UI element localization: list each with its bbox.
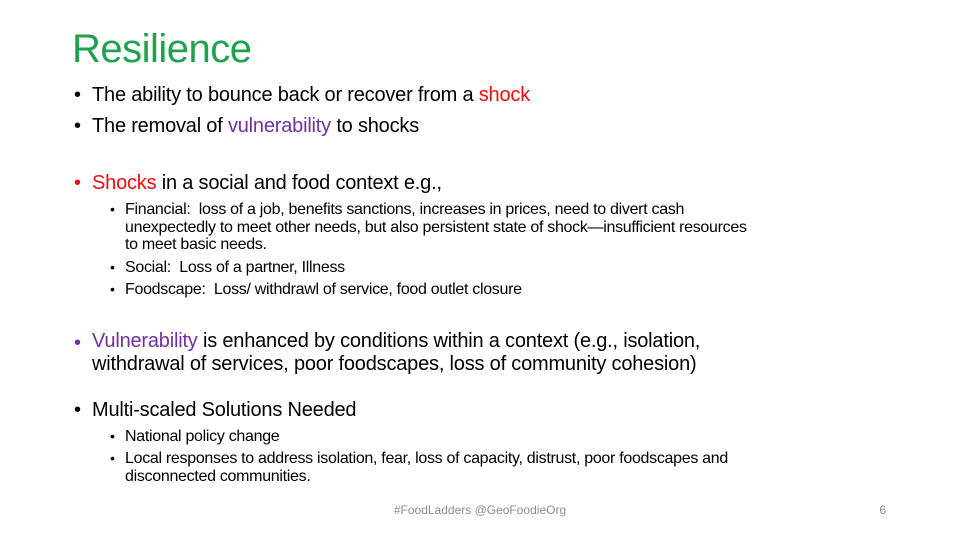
bullet-text xyxy=(92,330,940,376)
bullet-item xyxy=(72,82,940,108)
bullet-marker: • xyxy=(74,398,82,421)
spacer xyxy=(72,304,940,330)
plain-text: National policy change xyxy=(125,427,280,445)
bullet-marker: • xyxy=(110,450,115,466)
text-line xyxy=(92,82,940,108)
plain-text: Multi-scaled Solutions Needed xyxy=(92,398,357,421)
footer xyxy=(0,503,960,521)
text-line xyxy=(92,113,940,139)
bullet-text xyxy=(125,259,940,277)
text-line xyxy=(125,450,940,468)
plain-text: Social: Loss of a partner, Illness xyxy=(125,258,345,276)
plain-text: to meet basic needs. xyxy=(125,236,267,253)
plain-text: to shocks xyxy=(330,115,420,137)
text-line xyxy=(125,201,940,219)
bullet-item xyxy=(110,428,940,446)
bullet-marker: • xyxy=(74,172,82,194)
bullet-item xyxy=(72,170,940,196)
bullet-marker: • xyxy=(74,331,82,354)
bullet-marker: • xyxy=(74,84,82,106)
bullet-marker: • xyxy=(110,281,115,297)
bullet-text xyxy=(125,450,940,485)
bullet-list xyxy=(72,82,940,485)
bullet-text xyxy=(92,397,940,423)
highlighted-text: Vulnerability xyxy=(92,329,198,352)
bullet-item xyxy=(110,281,940,299)
plain-text: The removal of xyxy=(92,115,228,137)
slide-title: Resilience xyxy=(72,27,252,71)
page-number: 6 xyxy=(879,503,886,517)
bullet-text xyxy=(92,82,940,108)
bullet-text xyxy=(125,281,940,299)
text-line xyxy=(92,330,940,353)
highlighted-text: shock xyxy=(478,84,530,106)
highlighted-text: Shocks xyxy=(92,172,157,194)
plain-text: withdrawal of services, poor foodscapes, loss of community cohesion) xyxy=(92,352,697,375)
plain-text: disconnected communities. xyxy=(125,467,311,485)
text-line xyxy=(125,236,940,254)
bullet-marker: • xyxy=(74,115,82,137)
plain-text: Local responses to address isolation, fear, loss of capacity, distrust, poor foodscapes and xyxy=(125,450,728,467)
text-line xyxy=(92,170,940,196)
bullet-item xyxy=(110,450,940,485)
bullet-marker: • xyxy=(110,201,115,217)
plain-text: Foodscape: Loss/ withdrawl of service, food outlet closure xyxy=(125,281,522,298)
footer-tag: #FoodLadders @GeoFoodieOrg xyxy=(393,503,567,517)
bullet-item xyxy=(72,397,940,423)
bullet-text xyxy=(125,201,940,254)
bullet-item xyxy=(110,259,940,277)
plain-text: in a social and food context e.g., xyxy=(156,172,442,194)
text-line xyxy=(125,468,940,486)
bullet-text xyxy=(125,428,940,446)
text-line xyxy=(92,397,940,423)
text-line xyxy=(125,428,940,446)
spacer xyxy=(72,381,940,397)
bullet-item xyxy=(72,113,940,139)
plain-text: is enhanced by conditions within a context (e.g., isolation, xyxy=(197,329,701,352)
bullet-marker: • xyxy=(110,258,115,275)
bullet-text xyxy=(92,113,940,139)
spacer xyxy=(72,144,940,170)
text-line xyxy=(92,353,940,376)
bullet-marker: • xyxy=(110,427,115,444)
plain-text: unexpectedly to meet other needs, but also persistent state of shock—insufficient resources xyxy=(125,218,747,236)
slide-content xyxy=(72,26,940,490)
text-line xyxy=(125,219,940,237)
highlighted-text: vulnerability xyxy=(227,115,331,137)
plain-text: The ability to bounce back or recover from a xyxy=(92,84,479,106)
bullet-item xyxy=(110,201,940,254)
bullet-item xyxy=(72,330,940,376)
text-line xyxy=(125,281,940,299)
bullet-text xyxy=(92,170,940,196)
plain-text: Financial: loss of a job, benefits sanctions, increases in prices, need to divert cash xyxy=(125,201,685,218)
text-line xyxy=(125,259,940,277)
